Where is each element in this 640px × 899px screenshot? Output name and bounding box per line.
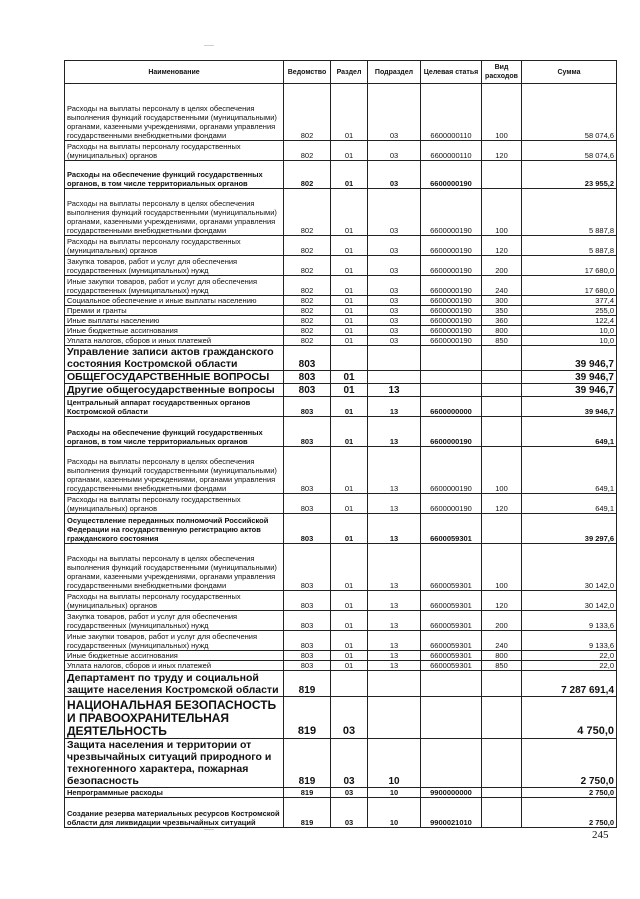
cell-podrazdel: 10 bbox=[368, 739, 421, 788]
cell-name: Расходы на обеспечение функций государственных органов, в том числе территориальных органов bbox=[65, 161, 284, 189]
cell-podrazdel: 03 bbox=[368, 189, 421, 236]
cell-target-article: 6600000190 bbox=[421, 161, 482, 189]
scan-dash-mark bbox=[204, 829, 214, 830]
cell-target-article: 6600000190 bbox=[421, 306, 482, 316]
cell-name: Центральный аппарат государственных органов Костромской области bbox=[65, 397, 284, 417]
cell-podrazdel: 13 bbox=[368, 384, 421, 397]
cell-vedomstvo: 819 bbox=[284, 697, 331, 739]
cell-target-article: 6600000190 bbox=[421, 276, 482, 296]
cell-podrazdel: 03 bbox=[368, 316, 421, 326]
cell-target-article bbox=[421, 739, 482, 788]
cell-expense-type: 120 bbox=[482, 591, 522, 611]
cell-name: Расходы на выплаты персоналу государственных (муниципальных) органов bbox=[65, 494, 284, 514]
cell-sum: 2 750,0 bbox=[522, 798, 617, 828]
cell-target-article: 6600059301 bbox=[421, 544, 482, 591]
cell-razdel: 01 bbox=[331, 256, 368, 276]
cell-target-article: 6600000190 bbox=[421, 296, 482, 306]
table-row bbox=[65, 417, 617, 447]
cell-podrazdel: 13 bbox=[368, 417, 421, 447]
cell-sum: 2 750,0 bbox=[522, 739, 617, 788]
cell-vedomstvo: 802 bbox=[284, 296, 331, 306]
cell-sum: 22,0 bbox=[522, 661, 617, 671]
cell-expense-type: 120 bbox=[482, 494, 522, 514]
cell-target-article: 6600059301 bbox=[421, 661, 482, 671]
table-row bbox=[65, 447, 617, 494]
table-row bbox=[65, 236, 617, 256]
cell-vedomstvo: 803 bbox=[284, 447, 331, 494]
cell-vedomstvo: 819 bbox=[284, 671, 331, 697]
cell-vedomstvo: 819 bbox=[284, 739, 331, 788]
cell-sum: 5 887,8 bbox=[522, 236, 617, 256]
cell-name: НАЦИОНАЛЬНАЯ БЕЗОПАСНОСТЬ И ПРАВООХРАНИТЕЛЬНАЯ ДЕЯТЕЛЬНОСТЬ bbox=[65, 697, 284, 739]
cell-podrazdel: 03 bbox=[368, 161, 421, 189]
cell-expense-type: 200 bbox=[482, 256, 522, 276]
cell-sum: 17 680,0 bbox=[522, 256, 617, 276]
cell-podrazdel: 03 bbox=[368, 256, 421, 276]
cell-podrazdel bbox=[368, 371, 421, 384]
cell-sum: 17 680,0 bbox=[522, 276, 617, 296]
cell-name: Непрограммные расходы bbox=[65, 788, 284, 798]
cell-expense-type: 800 bbox=[482, 651, 522, 661]
cell-razdel: 01 bbox=[331, 514, 368, 544]
table-row bbox=[65, 256, 617, 276]
cell-expense-type bbox=[482, 788, 522, 798]
cell-sum: 649,1 bbox=[522, 447, 617, 494]
cell-target-article bbox=[421, 346, 482, 371]
cell-vedomstvo: 803 bbox=[284, 514, 331, 544]
cell-expense-type bbox=[482, 671, 522, 697]
cell-name: Создание резерва материальных ресурсов Костромской области для ликвидации чрезвычайных ситуаций bbox=[65, 798, 284, 828]
cell-podrazdel bbox=[368, 346, 421, 371]
cell-vedomstvo: 803 bbox=[284, 661, 331, 671]
cell-razdel: 01 bbox=[331, 84, 368, 141]
cell-razdel: 01 bbox=[331, 384, 368, 397]
table-row bbox=[65, 276, 617, 296]
table-row bbox=[65, 697, 617, 739]
cell-vedomstvo: 803 bbox=[284, 591, 331, 611]
cell-vedomstvo: 819 bbox=[284, 788, 331, 798]
cell-sum: 22,0 bbox=[522, 651, 617, 661]
table-row bbox=[65, 544, 617, 591]
cell-name: Социальное обеспечение и иные выплаты населению bbox=[65, 296, 284, 306]
table-header-row bbox=[65, 61, 617, 84]
cell-name: Уплата налогов, сборов и иных платежей bbox=[65, 336, 284, 346]
cell-sum: 10,0 bbox=[522, 336, 617, 346]
cell-name: Другие общегосударственные вопросы bbox=[65, 384, 284, 397]
cell-expense-type bbox=[482, 798, 522, 828]
cell-vedomstvo: 803 bbox=[284, 631, 331, 651]
table-row bbox=[65, 306, 617, 316]
cell-target-article: 6600059301 bbox=[421, 514, 482, 544]
header-target-article: Целевая статья bbox=[421, 61, 482, 84]
cell-razdel: 01 bbox=[331, 447, 368, 494]
cell-expense-type bbox=[482, 417, 522, 447]
cell-podrazdel: 10 bbox=[368, 798, 421, 828]
table-row bbox=[65, 671, 617, 697]
cell-sum: 649,1 bbox=[522, 417, 617, 447]
cell-name: Иные закупки товаров, работ и услуг для обеспечения государственных (муниципальных) нужд bbox=[65, 631, 284, 651]
cell-target-article bbox=[421, 371, 482, 384]
cell-target-article: 6600000000 bbox=[421, 397, 482, 417]
cell-sum: 5 887,8 bbox=[522, 189, 617, 236]
cell-razdel: 03 bbox=[331, 697, 368, 739]
cell-vedomstvo: 803 bbox=[284, 384, 331, 397]
cell-expense-type bbox=[482, 514, 522, 544]
cell-expense-type bbox=[482, 739, 522, 788]
cell-vedomstvo: 803 bbox=[284, 544, 331, 591]
cell-sum: 30 142,0 bbox=[522, 544, 617, 591]
cell-name: Департамент по труду и социальной защите населения Костромской области bbox=[65, 671, 284, 697]
cell-sum: 122,4 bbox=[522, 316, 617, 326]
cell-podrazdel: 03 bbox=[368, 276, 421, 296]
cell-vedomstvo: 803 bbox=[284, 346, 331, 371]
page-number: 245 bbox=[592, 829, 609, 841]
table-row bbox=[65, 84, 617, 141]
cell-razdel: 01 bbox=[331, 296, 368, 306]
cell-vedomstvo: 803 bbox=[284, 611, 331, 631]
cell-vedomstvo: 803 bbox=[284, 651, 331, 661]
cell-expense-type: 100 bbox=[482, 447, 522, 494]
table-row bbox=[65, 346, 617, 371]
cell-sum: 4 750,0 bbox=[522, 697, 617, 739]
cell-vedomstvo: 803 bbox=[284, 417, 331, 447]
cell-vedomstvo: 802 bbox=[284, 316, 331, 326]
cell-name: Закупка товаров, работ и услуг для обеспечения государственных (муниципальных) нужд bbox=[65, 611, 284, 631]
cell-sum: 377,4 bbox=[522, 296, 617, 306]
table-row bbox=[65, 141, 617, 161]
table-row bbox=[65, 631, 617, 651]
cell-podrazdel bbox=[368, 671, 421, 697]
cell-razdel: 01 bbox=[331, 189, 368, 236]
cell-vedomstvo: 803 bbox=[284, 397, 331, 417]
cell-sum: 23 955,2 bbox=[522, 161, 617, 189]
cell-expense-type: 850 bbox=[482, 661, 522, 671]
cell-sum: 649,1 bbox=[522, 494, 617, 514]
cell-target-article: 6600000190 bbox=[421, 494, 482, 514]
cell-name: Управление записи актов гражданского состояния Костромской области bbox=[65, 346, 284, 371]
cell-vedomstvo: 803 bbox=[284, 494, 331, 514]
cell-name: Иные выплаты населению bbox=[65, 316, 284, 326]
cell-name: Расходы на выплаты персоналу государственных (муниципальных) органов bbox=[65, 591, 284, 611]
cell-expense-type: 100 bbox=[482, 544, 522, 591]
table-row bbox=[65, 788, 617, 798]
cell-sum: 39 946,7 bbox=[522, 371, 617, 384]
cell-name: Премии и гранты bbox=[65, 306, 284, 316]
cell-target-article: 9900000000 bbox=[421, 788, 482, 798]
cell-sum: 9 133,6 bbox=[522, 611, 617, 631]
cell-podrazdel: 13 bbox=[368, 544, 421, 591]
cell-name: Расходы на выплаты персоналу в целях обеспечения выполнения функций государственными (муниципальными) органами, казенными учреждениями, органами управления государственными внебюджетными фондами bbox=[65, 189, 284, 236]
cell-razdel: 01 bbox=[331, 141, 368, 161]
cell-target-article: 6600059301 bbox=[421, 631, 482, 651]
table-row bbox=[65, 397, 617, 417]
cell-name: Закупка товаров, работ и услуг для обеспечения государственных (муниципальных) нужд bbox=[65, 256, 284, 276]
cell-expense-type: 200 bbox=[482, 611, 522, 631]
cell-vedomstvo: 802 bbox=[284, 256, 331, 276]
table-row bbox=[65, 371, 617, 384]
header-expense-type: Вид расходов bbox=[482, 61, 522, 84]
table-row bbox=[65, 189, 617, 236]
cell-sum: 255,0 bbox=[522, 306, 617, 316]
cell-sum: 2 750,0 bbox=[522, 788, 617, 798]
table-body bbox=[65, 84, 617, 828]
table-row bbox=[65, 494, 617, 514]
cell-razdel: 01 bbox=[331, 397, 368, 417]
cell-vedomstvo: 802 bbox=[284, 326, 331, 336]
cell-podrazdel: 13 bbox=[368, 447, 421, 494]
cell-target-article bbox=[421, 671, 482, 697]
cell-expense-type: 360 bbox=[482, 316, 522, 326]
cell-expense-type bbox=[482, 397, 522, 417]
cell-name: Осуществление переданных полномочий Российской Федерации на государственную регистрацию актов гражданского состояния bbox=[65, 514, 284, 544]
table-row bbox=[65, 591, 617, 611]
cell-vedomstvo: 802 bbox=[284, 161, 331, 189]
cell-podrazdel: 13 bbox=[368, 591, 421, 611]
cell-expense-type: 800 bbox=[482, 326, 522, 336]
table-row bbox=[65, 316, 617, 326]
cell-target-article: 6600000110 bbox=[421, 84, 482, 141]
cell-target-article: 9900021010 bbox=[421, 798, 482, 828]
cell-name: Расходы на выплаты персоналу в целях обеспечения выполнения функций государственными (муниципальными) органами, казенными учреждениями, органами управления государственными внебюджетными фондами bbox=[65, 544, 284, 591]
cell-podrazdel bbox=[368, 697, 421, 739]
table-row bbox=[65, 651, 617, 661]
cell-podrazdel: 03 bbox=[368, 336, 421, 346]
cell-target-article: 6600000190 bbox=[421, 316, 482, 326]
cell-expense-type: 100 bbox=[482, 189, 522, 236]
cell-razdel: 01 bbox=[331, 161, 368, 189]
cell-expense-type bbox=[482, 346, 522, 371]
cell-podrazdel: 10 bbox=[368, 788, 421, 798]
header-name: Наименование bbox=[65, 61, 284, 84]
cell-expense-type: 120 bbox=[482, 236, 522, 256]
cell-podrazdel: 13 bbox=[368, 611, 421, 631]
cell-expense-type bbox=[482, 697, 522, 739]
cell-expense-type bbox=[482, 371, 522, 384]
cell-target-article: 6600059301 bbox=[421, 651, 482, 661]
cell-vedomstvo: 802 bbox=[284, 141, 331, 161]
cell-razdel: 01 bbox=[331, 306, 368, 316]
table-row bbox=[65, 661, 617, 671]
cell-razdel: 01 bbox=[331, 494, 368, 514]
cell-vedomstvo: 802 bbox=[284, 84, 331, 141]
cell-vedomstvo: 803 bbox=[284, 371, 331, 384]
cell-podrazdel: 03 bbox=[368, 141, 421, 161]
cell-target-article: 6600059301 bbox=[421, 611, 482, 631]
cell-razdel: 01 bbox=[331, 631, 368, 651]
cell-name: Защита населения и территории от чрезвычайных ситуаций природного и техногенного характера, пожарная безопасность bbox=[65, 739, 284, 788]
cell-vedomstvo: 802 bbox=[284, 276, 331, 296]
cell-expense-type bbox=[482, 384, 522, 397]
cell-razdel: 01 bbox=[331, 371, 368, 384]
cell-target-article: 6600000110 bbox=[421, 141, 482, 161]
cell-podrazdel: 03 bbox=[368, 236, 421, 256]
cell-vedomstvo: 802 bbox=[284, 306, 331, 316]
cell-name: ОБЩЕГОСУДАРСТВЕННЫЕ ВОПРОСЫ bbox=[65, 371, 284, 384]
cell-podrazdel: 13 bbox=[368, 494, 421, 514]
cell-podrazdel: 13 bbox=[368, 631, 421, 651]
cell-sum: 39 297,6 bbox=[522, 514, 617, 544]
header-razdel: Раздел bbox=[331, 61, 368, 84]
cell-expense-type: 850 bbox=[482, 336, 522, 346]
cell-expense-type: 240 bbox=[482, 276, 522, 296]
cell-razdel bbox=[331, 346, 368, 371]
cell-target-article: 6600000190 bbox=[421, 417, 482, 447]
cell-expense-type: 350 bbox=[482, 306, 522, 316]
cell-razdel: 01 bbox=[331, 591, 368, 611]
cell-expense-type: 120 bbox=[482, 141, 522, 161]
table-row bbox=[65, 296, 617, 306]
cell-razdel: 01 bbox=[331, 661, 368, 671]
cell-expense-type: 240 bbox=[482, 631, 522, 651]
cell-name: Расходы на выплаты персоналу в целях обеспечения выполнения функций государственными (муниципальными) органами, казенными учреждениями, органами управления государственными внебюджетными фондами bbox=[65, 447, 284, 494]
table-row bbox=[65, 336, 617, 346]
cell-expense-type: 100 bbox=[482, 84, 522, 141]
table-row bbox=[65, 161, 617, 189]
scan-dash-mark bbox=[204, 45, 214, 46]
cell-sum: 7 287 691,4 bbox=[522, 671, 617, 697]
table-row bbox=[65, 798, 617, 828]
cell-target-article bbox=[421, 697, 482, 739]
cell-sum: 39 946,7 bbox=[522, 397, 617, 417]
cell-podrazdel: 13 bbox=[368, 651, 421, 661]
table-row bbox=[65, 514, 617, 544]
table-row bbox=[65, 739, 617, 788]
cell-razdel: 01 bbox=[331, 417, 368, 447]
cell-sum: 10,0 bbox=[522, 326, 617, 336]
cell-vedomstvo: 819 bbox=[284, 798, 331, 828]
cell-razdel: 01 bbox=[331, 544, 368, 591]
cell-razdel: 03 bbox=[331, 739, 368, 788]
cell-razdel: 01 bbox=[331, 611, 368, 631]
cell-expense-type: 300 bbox=[482, 296, 522, 306]
cell-razdel: 01 bbox=[331, 276, 368, 296]
cell-target-article: 6600000190 bbox=[421, 447, 482, 494]
cell-name: Уплата налогов, сборов и иных платежей bbox=[65, 661, 284, 671]
cell-razdel: 01 bbox=[331, 651, 368, 661]
cell-podrazdel: 13 bbox=[368, 514, 421, 544]
cell-podrazdel: 03 bbox=[368, 84, 421, 141]
cell-name: Расходы на выплаты персоналу государственных (муниципальных) органов bbox=[65, 141, 284, 161]
cell-name: Расходы на выплаты персоналу в целях обеспечения выполнения функций государственными (муниципальными) органами, казенными учреждениями, органами управления государственными внебюджетными фондами bbox=[65, 84, 284, 141]
cell-expense-type bbox=[482, 161, 522, 189]
cell-sum: 58 074,6 bbox=[522, 84, 617, 141]
cell-name: Расходы на обеспечение функций государственных органов, в том числе территориальных органов bbox=[65, 417, 284, 447]
table-row bbox=[65, 384, 617, 397]
cell-vedomstvo: 802 bbox=[284, 336, 331, 346]
cell-target-article: 6600000190 bbox=[421, 189, 482, 236]
cell-podrazdel: 03 bbox=[368, 306, 421, 316]
table-row bbox=[65, 611, 617, 631]
header-sum: Сумма bbox=[522, 61, 617, 84]
cell-podrazdel: 13 bbox=[368, 397, 421, 417]
cell-name: Иные бюджетные ассигнования bbox=[65, 651, 284, 661]
budget-table bbox=[64, 60, 617, 828]
cell-sum: 58 074,6 bbox=[522, 141, 617, 161]
cell-razdel: 01 bbox=[331, 326, 368, 336]
cell-vedomstvo: 802 bbox=[284, 189, 331, 236]
cell-target-article: 6600000190 bbox=[421, 326, 482, 336]
cell-name: Иные бюджетные ассигнования bbox=[65, 326, 284, 336]
cell-name: Иные закупки товаров, работ и услуг для обеспечения государственных (муниципальных) нужд bbox=[65, 276, 284, 296]
cell-name: Расходы на выплаты персоналу государственных (муниципальных) органов bbox=[65, 236, 284, 256]
cell-razdel bbox=[331, 671, 368, 697]
cell-target-article: 6600000190 bbox=[421, 336, 482, 346]
cell-target-article bbox=[421, 384, 482, 397]
cell-sum: 39 946,7 bbox=[522, 346, 617, 371]
cell-podrazdel: 03 bbox=[368, 326, 421, 336]
cell-razdel: 03 bbox=[331, 798, 368, 828]
cell-podrazdel: 13 bbox=[368, 661, 421, 671]
cell-razdel: 01 bbox=[331, 336, 368, 346]
cell-vedomstvo: 802 bbox=[284, 236, 331, 256]
cell-sum: 9 133,6 bbox=[522, 631, 617, 651]
cell-sum: 30 142,0 bbox=[522, 591, 617, 611]
cell-sum: 39 946,7 bbox=[522, 384, 617, 397]
cell-target-article: 6600000190 bbox=[421, 256, 482, 276]
cell-razdel: 01 bbox=[331, 316, 368, 326]
cell-target-article: 6600059301 bbox=[421, 591, 482, 611]
header-vedomstvo: Ведомство bbox=[284, 61, 331, 84]
cell-podrazdel: 03 bbox=[368, 296, 421, 306]
table-row bbox=[65, 326, 617, 336]
cell-target-article: 6600000190 bbox=[421, 236, 482, 256]
header-podrazdel: Подраздел bbox=[368, 61, 421, 84]
cell-razdel: 03 bbox=[331, 788, 368, 798]
cell-razdel: 01 bbox=[331, 236, 368, 256]
